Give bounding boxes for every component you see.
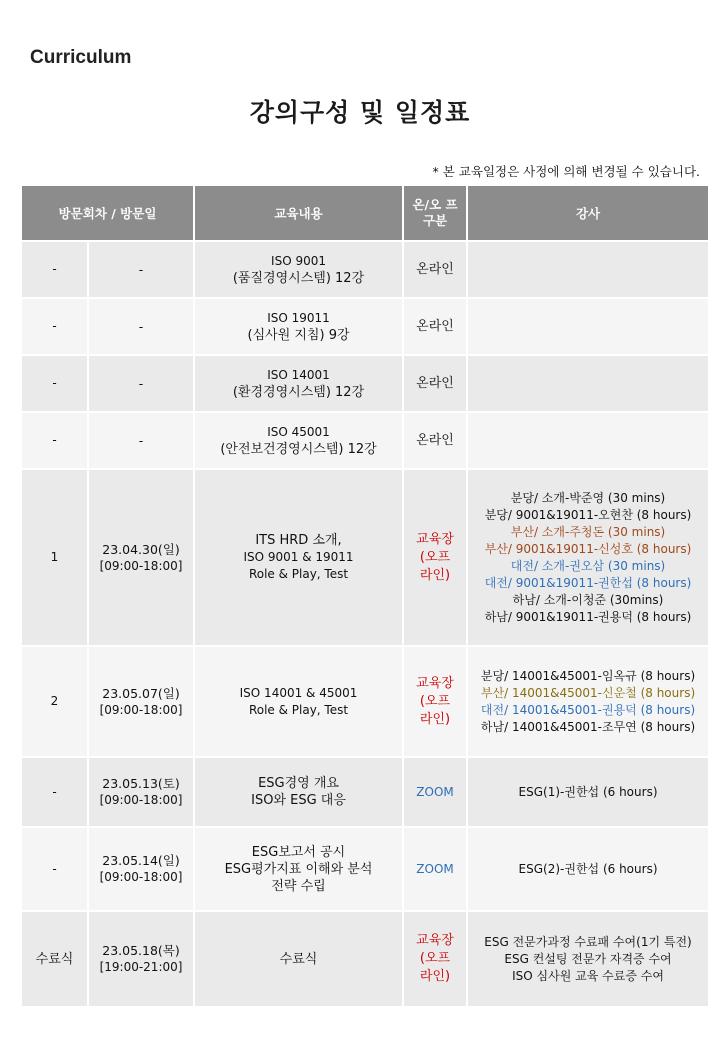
course-content <box>194 412 403 469</box>
instructor-entry: ISO 심사원 교육 수료증 수여 <box>512 968 664 983</box>
visit-date-day: 23.05.07(일) <box>102 685 180 701</box>
table-row <box>21 646 709 757</box>
visit-round: 수료식 <box>21 911 88 1007</box>
visit-date <box>88 412 194 469</box>
course-content-line: ISO 45001 <box>267 424 330 439</box>
visit-date <box>88 911 194 1007</box>
delivery-mode: 교육장 (오프 라인) <box>403 911 467 1007</box>
visit-date <box>88 355 194 412</box>
instructor-list <box>467 469 709 646</box>
instructor-entry: 하남/ 소개-이청준 (30mins) <box>512 592 664 607</box>
course-content-line: Role & Play, Test <box>248 567 349 581</box>
instructor-list <box>467 298 709 355</box>
visit-date-day: 23.05.18(목) <box>102 943 180 958</box>
section-label: Curriculum <box>30 47 132 68</box>
course-content-line: ESG보고서 공시 <box>251 844 346 860</box>
instructor-list <box>467 757 709 827</box>
visit-date <box>88 469 194 646</box>
delivery-mode: 온라인 <box>403 241 467 298</box>
course-content-line: ISO 9001 <box>271 253 326 268</box>
table-row <box>21 298 709 355</box>
instructor-entry: ESG(1)-권한섭 (6 hours) <box>518 784 658 799</box>
instructor-list <box>467 241 709 298</box>
visit-date <box>88 241 194 298</box>
delivery-mode: 교육장 (오프 라인) <box>403 469 467 646</box>
visit-date <box>88 646 194 757</box>
visit-date-time: [09:00-18:00] <box>99 702 183 717</box>
table-row <box>21 241 709 298</box>
course-content-line: (환경경영시스템) 12강 <box>232 384 365 400</box>
course-content-line: (심사원 지침) 9강 <box>247 327 350 343</box>
schedule-body <box>21 241 709 1007</box>
course-content <box>194 827 403 911</box>
delivery-mode: 온라인 <box>403 412 467 469</box>
instructor-entry: ESG 전문가과정 수료패 수여(1기 특전) <box>484 934 692 949</box>
instructor-entry: 부산/ 9001&19011-신성호 (8 hours) <box>484 541 692 556</box>
course-content-line: ISO 14001 & 45001 <box>239 685 358 700</box>
delivery-mode: 온라인 <box>403 355 467 412</box>
visit-round: 2 <box>21 646 88 757</box>
instructor-entry: 부산/ 14001&45001-신운철 (8 hours) <box>480 685 696 700</box>
course-content-line: ISO 14001 <box>267 367 330 382</box>
course-content <box>194 355 403 412</box>
table-row <box>21 355 709 412</box>
course-content <box>194 298 403 355</box>
visit-date-day: - <box>138 433 144 448</box>
visit-date-time: [09:00-18:00] <box>99 558 183 573</box>
header-mode: 온/오 프 구분 <box>403 185 467 241</box>
visit-round: - <box>21 298 88 355</box>
course-content-line: ISO와 ESG 대응 <box>251 793 346 808</box>
header-instructor: 강사 <box>467 185 709 241</box>
delivery-mode: 교육장 (오프 라인) <box>403 646 467 757</box>
course-content-line: ESG경영 개요 <box>258 776 339 791</box>
instructor-list <box>467 827 709 911</box>
header-visit: 방문회차 / 방문일 <box>21 185 194 241</box>
course-content <box>194 646 403 757</box>
visit-round: - <box>21 757 88 827</box>
visit-date-day: 23.05.13(토) <box>102 776 180 791</box>
course-content-line: ISO 9001 & 19011 <box>243 550 354 564</box>
visit-date-time: [09:00-18:00] <box>99 870 183 884</box>
course-content-line: ISO 19011 <box>267 310 330 325</box>
table-row <box>21 757 709 827</box>
instructor-entry: 하남/ 9001&19011-권용덕 (8 hours) <box>484 609 692 624</box>
schedule-notice: * 본 교육일정은 사정에 의해 변경될 수 있습니다. <box>432 164 700 179</box>
visit-date-day: - <box>138 376 144 391</box>
instructor-entry: 분당/ 14001&45001-임옥규 (8 hours) <box>480 668 696 683</box>
instructor-entry: 분당/ 9001&19011-오현찬 (8 hours) <box>484 507 692 522</box>
visit-date <box>88 827 194 911</box>
visit-date-day: - <box>138 319 144 334</box>
course-content-line: ITS HRD 소개, <box>255 533 342 548</box>
instructor-entry: 분당/ 소개-박준영 (30 mins) <box>510 490 666 505</box>
delivery-mode: 온라인 <box>403 298 467 355</box>
visit-date-day: 23.05.14(일) <box>102 853 180 868</box>
instructor-list <box>467 355 709 412</box>
instructor-entry: ESG(2)-권한섭 (6 hours) <box>518 861 658 876</box>
table-header-row <box>21 185 709 241</box>
table-row <box>21 469 709 646</box>
header-content: 교육내용 <box>194 185 403 241</box>
visit-date <box>88 757 194 827</box>
course-content <box>194 911 403 1007</box>
visit-date-time: [19:00-21:00] <box>99 960 183 974</box>
course-content-line: (품질경영시스템) 12강 <box>232 270 365 286</box>
instructor-entry: ESG 컨설팅 전문가 자격증 수여 <box>504 951 672 966</box>
course-content-line: 수료식 <box>279 951 318 967</box>
instructor-entry: 하남/ 14001&45001-조무연 (8 hours) <box>480 719 696 734</box>
instructor-entry: 대전/ 소개-권오삼 (30 mins) <box>510 558 666 573</box>
page-title: 강의구성 및 일정표 <box>249 98 471 127</box>
instructor-entry: 대전/ 14001&45001-권용덕 (8 hours) <box>480 702 696 717</box>
instructor-list <box>467 412 709 469</box>
instructor-list <box>467 911 709 1007</box>
table-row <box>21 412 709 469</box>
course-content-line: 전략 수립 <box>271 878 326 894</box>
visit-round: 1 <box>21 469 88 646</box>
table-row <box>21 911 709 1007</box>
schedule-table <box>20 184 710 1008</box>
course-content-line: (안전보건경영시스템) 12강 <box>220 441 377 457</box>
course-content-line: Role & Play, Test <box>248 702 349 717</box>
instructor-entry: 부산/ 소개-주청돈 (30 mins) <box>510 524 666 539</box>
visit-date-time: [09:00-18:00] <box>99 793 183 807</box>
course-content <box>194 469 403 646</box>
course-content <box>194 757 403 827</box>
visit-round: - <box>21 827 88 911</box>
visit-date-day: 23.04.30(일) <box>102 541 180 557</box>
instructor-list <box>467 646 709 757</box>
course-content <box>194 241 403 298</box>
visit-round: - <box>21 412 88 469</box>
delivery-mode: ZOOM <box>403 827 467 911</box>
table-row <box>21 827 709 911</box>
delivery-mode: ZOOM <box>403 757 467 827</box>
course-content-line: ESG평가지표 이해와 분석 <box>224 861 373 877</box>
visit-date-day: - <box>138 262 144 277</box>
visit-round: - <box>21 355 88 412</box>
visit-round: - <box>21 241 88 298</box>
visit-date <box>88 298 194 355</box>
instructor-entry: 대전/ 9001&19011-권한섭 (8 hours) <box>484 575 692 590</box>
